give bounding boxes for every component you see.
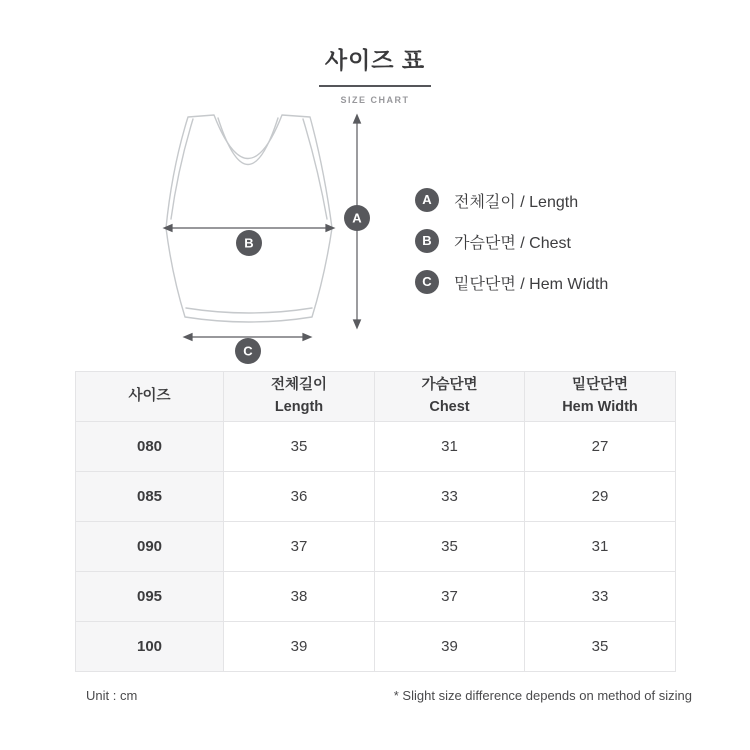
legend-label-length: 전체길이 / Length <box>454 193 579 211</box>
chest-value: 35 <box>375 522 525 572</box>
unit-label: Unit : cm <box>86 688 138 703</box>
length-value: 37 <box>224 522 375 572</box>
size-value: 090 <box>76 522 224 572</box>
chest-value: 31 <box>375 422 525 472</box>
col-header-hem <box>525 372 676 422</box>
col-header-chest-en: Chest <box>429 398 470 415</box>
table-row <box>76 522 676 572</box>
legend-badge-b: B <box>415 229 439 253</box>
col-header-chest-ko: 가슴단면 <box>421 377 478 394</box>
col-header-length-ko: 전체길이 <box>270 377 328 394</box>
svg-text:C: C <box>243 343 253 359</box>
col-header-size <box>76 372 224 422</box>
hem-value: 29 <box>525 472 676 522</box>
legend-item-hem <box>415 270 608 294</box>
length-value: 39 <box>224 622 375 672</box>
hem-value: 33 <box>525 572 676 622</box>
marker-b-badge <box>236 230 262 256</box>
legend-badge-c: C <box>415 270 439 294</box>
svg-text:A: A <box>352 210 362 226</box>
col-header-hem-ko: 밑단단면 <box>571 377 629 394</box>
sizing-disclaimer: * Slight size difference depends on method of sizing <box>393 688 692 703</box>
table-row <box>76 472 676 522</box>
legend-item-length <box>415 188 608 212</box>
page-subtitle: SIZE CHART <box>340 95 410 105</box>
legend-label-hem: 밑단단면 / Hem Width <box>454 275 609 293</box>
size-value: 080 <box>76 422 224 472</box>
col-header-size-label: 사이즈 <box>128 387 171 404</box>
size-value: 085 <box>76 472 224 522</box>
size-value: 100 <box>76 622 224 672</box>
legend-badge-a: A <box>415 188 439 212</box>
col-header-chest <box>375 372 525 422</box>
hem-value: 35 <box>525 622 676 672</box>
length-value: 38 <box>224 572 375 622</box>
svg-text:B: B <box>244 235 254 251</box>
chest-value: 37 <box>375 572 525 622</box>
title-underline <box>319 85 431 87</box>
length-value: 36 <box>224 472 375 522</box>
garment-diagram <box>148 103 378 365</box>
col-header-hem-en: Hem Width <box>562 398 638 415</box>
title-block <box>0 42 750 105</box>
chest-value: 33 <box>375 472 525 522</box>
page-title: 사이즈 표 <box>324 47 426 73</box>
table-row <box>76 422 676 472</box>
marker-c-badge <box>235 338 261 364</box>
measurement-legend <box>415 188 608 311</box>
col-header-length-en: Length <box>274 398 324 415</box>
table-header-row <box>76 372 676 422</box>
marker-a-badge <box>344 205 370 231</box>
chest-value: 39 <box>375 622 525 672</box>
table-row <box>76 622 676 672</box>
size-value: 095 <box>76 572 224 622</box>
legend-item-chest <box>415 229 608 253</box>
length-value: 35 <box>224 422 375 472</box>
legend-label-chest: 가슴단면 / Chest <box>454 234 571 252</box>
tank-top-outline <box>166 115 332 322</box>
table-row <box>76 572 676 622</box>
hem-value: 31 <box>525 522 676 572</box>
hem-value: 27 <box>525 422 676 472</box>
col-header-length <box>224 372 375 422</box>
size-table <box>75 371 676 672</box>
